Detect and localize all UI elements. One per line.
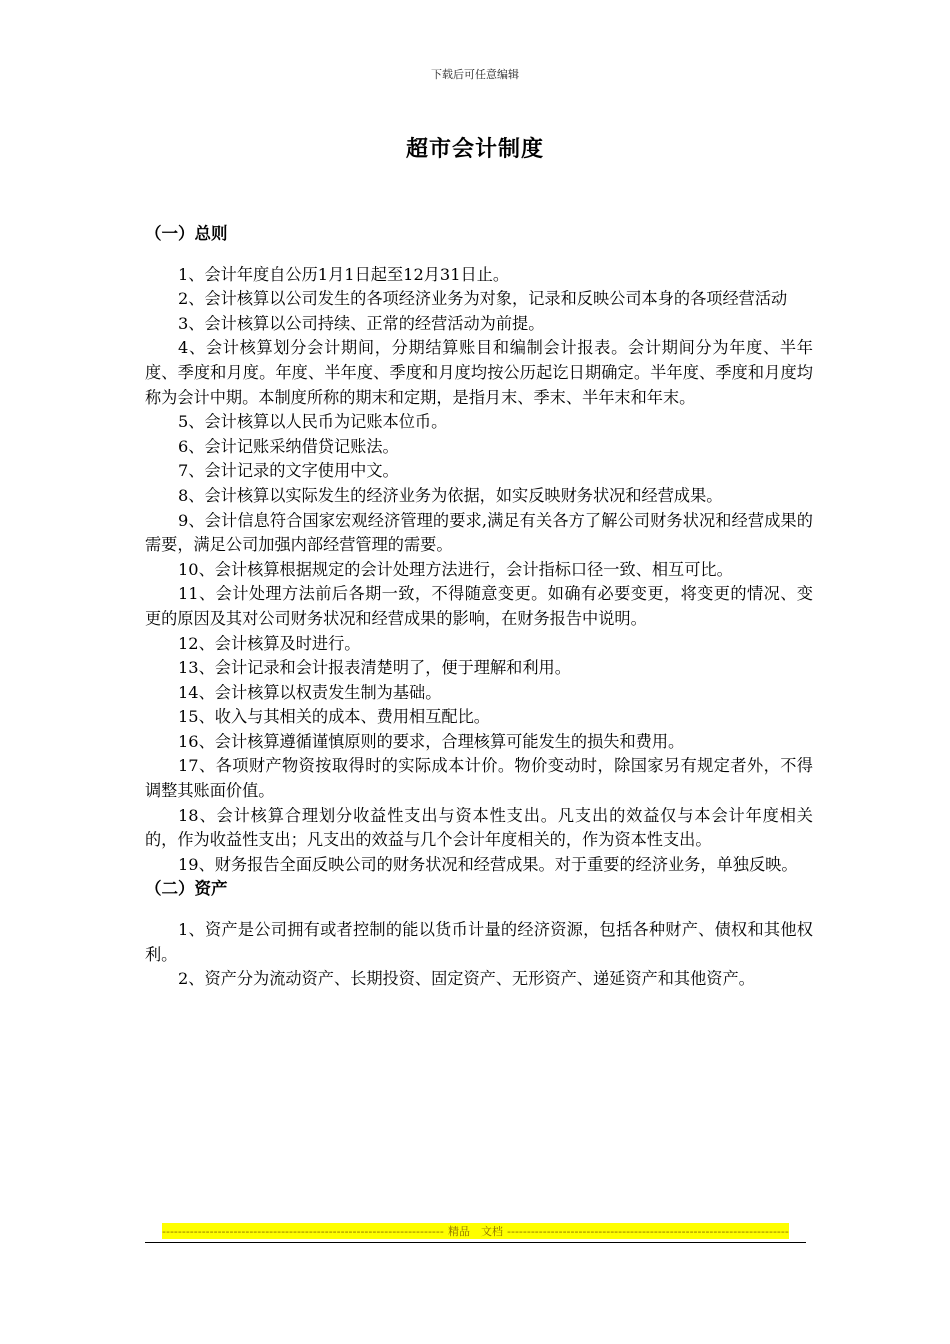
- section-heading-assets: （二）资产: [145, 879, 228, 899]
- paragraph: 8、会计核算以实际发生的经济业务为依据，如实反映财务状况和经营成果。: [178, 485, 723, 505]
- paragraph: 16、会计核算遵循谨慎原则的要求，合理核算可能发生的损失和费用。: [178, 731, 685, 751]
- paragraph: 7、会计记录的文字使用中文。: [178, 461, 399, 481]
- paragraph: 5、会计核算以人民币为记账本位币。: [178, 412, 448, 432]
- paragraph: 13、会计记录和会计报表清楚明了，便于理解和利用。: [178, 658, 571, 678]
- paragraph: 1、会计年度自公历1月1日起至12月31日止。: [178, 264, 510, 284]
- footer-dashes-left: [162, 1225, 444, 1238]
- paragraph: 14、会计核算以权责发生制为基础。: [178, 682, 442, 702]
- section-general-paragraphs: [145, 263, 813, 878]
- paragraph: 1、资产是公司拥有或者控制的能以货币计量的经济资源，包括各种财产、债权和其他权利。: [145, 920, 813, 964]
- paragraph: 15、收入与其相关的成本、费用相互配比。: [178, 707, 490, 727]
- paragraph: 10、会计核算根据规定的会计处理方法进行，会计指标口径一致、相互可比。: [178, 559, 733, 579]
- section-assets-paragraphs: [145, 918, 813, 992]
- paragraph: 2、资产分为流动资产、长期投资、固定资产、无形资产、递延资产和其他资产。: [178, 969, 755, 989]
- document-title: 超市会计制度: [405, 137, 544, 162]
- footer-label: 精品 文档: [448, 1225, 503, 1238]
- paragraph: 19、财务报告全面反映公司的财务状况和经营成果。对于重要的经济业务，单独反映。: [178, 854, 798, 874]
- paragraph: 11、会计处理方法前后各期一致，不得随意变更。如确有必要变更，将变更的情况、变更的原因及其对公司财务状况和经营成果的影响，在财务报告中说明。: [145, 584, 813, 628]
- paragraph: 17、各项财产物资按取得时的实际成本计价。物价变动时，除国家另有规定者外，不得调整其账面价值。: [145, 756, 813, 801]
- paragraph: 6、会计记账采纳借贷记账法。: [178, 436, 399, 456]
- footer-rule: [145, 1242, 806, 1243]
- section-heading-general: （一）总则: [145, 224, 228, 243]
- paragraph: 2、会计核算以公司发生的各项经济业务为对象，记录和反映公司本身的各项经营活动: [178, 289, 788, 309]
- header-note: 下载后可任意编辑: [431, 68, 519, 81]
- footer-band: [162, 1223, 789, 1239]
- paragraph: 18、会计核算合理划分收益性支出与资本性支出。凡支出的效益仅与本会计年度相关的，作为收益性支出；凡支出的效益与几个会计年度相关的，作为资本性支出。: [145, 805, 813, 850]
- paragraph: 4、会计核算划分会计期间，分期结算账目和编制会计报表。会计期间分为年度、半年度、季度和月度。年度、半年度、季度和月度均按公历起讫日期确定。半年度、季度和月度均称为会计中期。本制度所称的期末和定期，是指月末、季末、半年末和年末。: [145, 338, 813, 407]
- paragraph: 12、会计核算及时进行。: [178, 633, 361, 653]
- document-body: [145, 222, 813, 992]
- paragraph: 9、会计信息符合国家宏观经济管理的要求,满足有关各方了解公司财务状况和经营成果的需要，满足公司加强内部经营管理的需要。: [145, 510, 813, 555]
- paragraph: 3、会计核算以公司持续、正常的经营活动为前提。: [178, 313, 545, 333]
- footer-dashes-right: [507, 1225, 789, 1238]
